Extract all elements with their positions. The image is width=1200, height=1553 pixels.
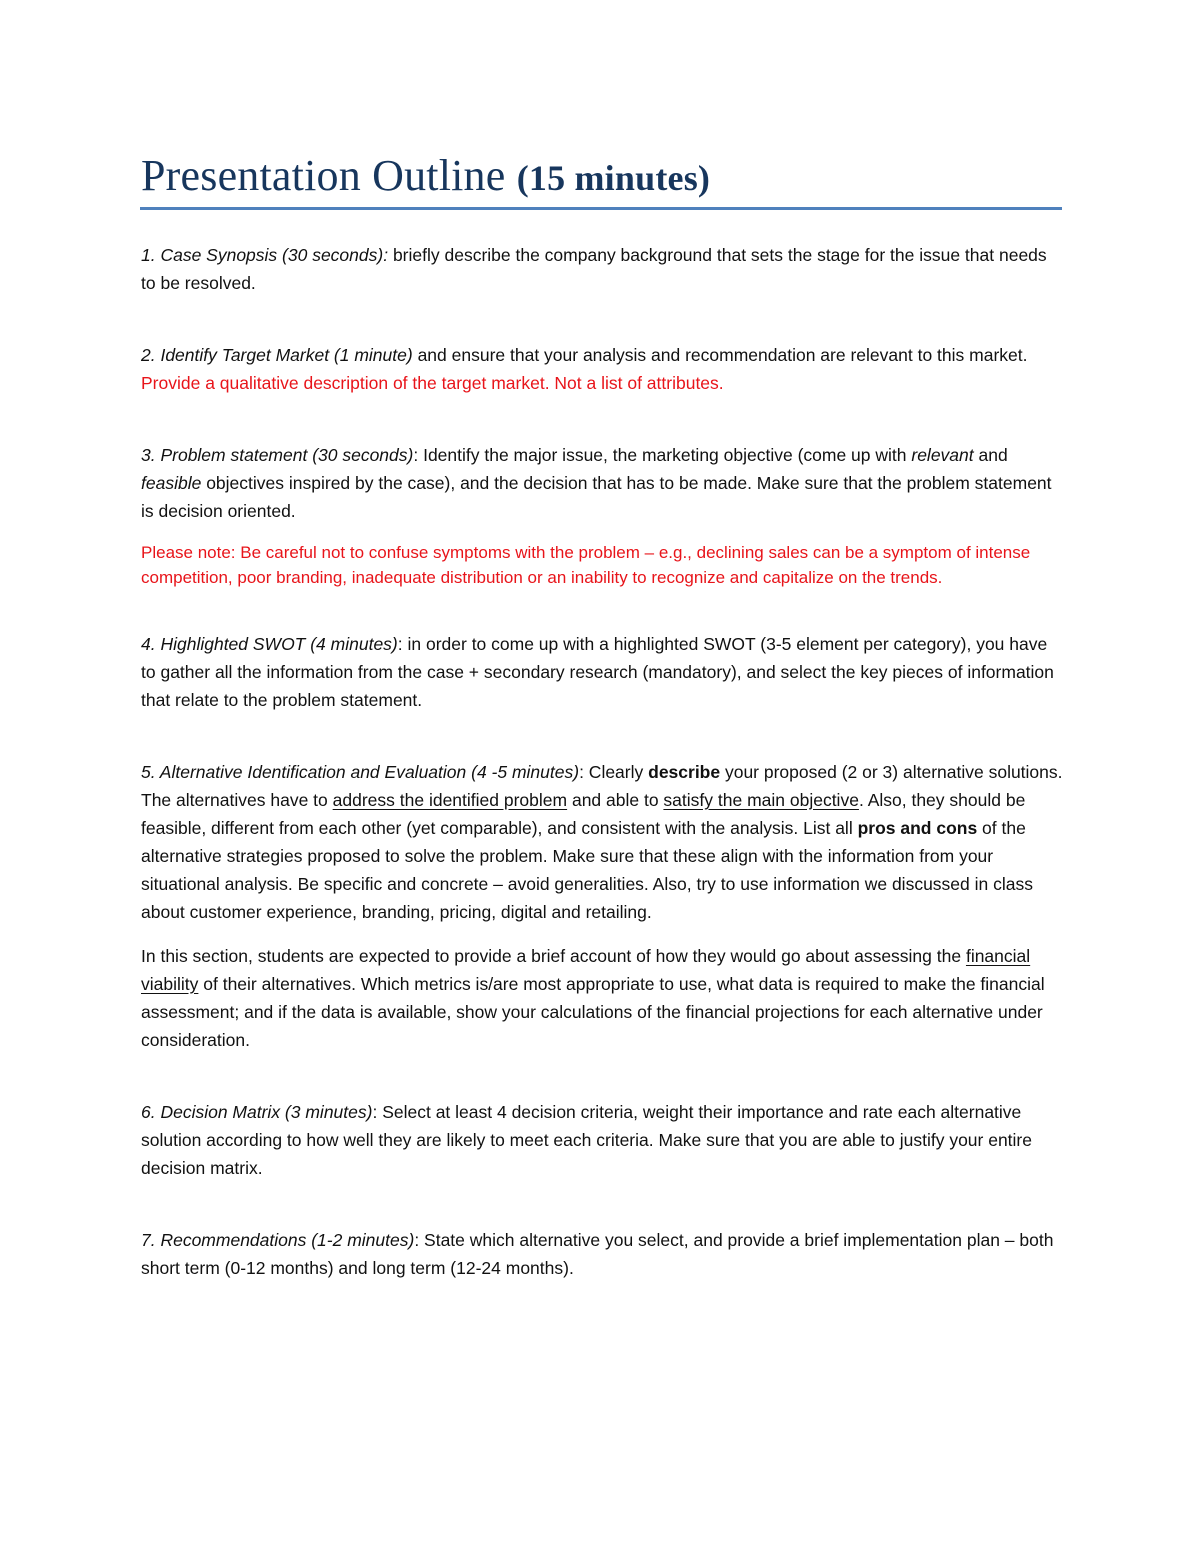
section-target-market	[141, 341, 1066, 397]
section-alternatives	[141, 758, 1066, 926]
section-text: : State which alternative you select, and provide a brief implementation plan – both short term (0-12 months) and long term (12-24 months).	[141, 1230, 1054, 1278]
section-text: : Clearly	[579, 762, 649, 782]
section-text: In this section, students are expected to provide a brief account of how they would go about assessing the	[141, 946, 966, 966]
section-label: 3. Problem statement (30 seconds)	[141, 445, 414, 465]
emphasis-describe: describe	[648, 762, 721, 782]
section-label: 1. Case Synopsis (30 seconds):	[141, 245, 389, 265]
section-label: 7. Recommendations (1-2 minutes)	[141, 1230, 415, 1250]
section-text: and	[973, 445, 1008, 465]
section-label: 4. Highlighted SWOT (4 minutes)	[141, 634, 398, 654]
section-label: 6. Decision Matrix (3 minutes)	[141, 1102, 373, 1122]
section-text: of the alternative strategies proposed to solve the problem. Make sure that these align with the information from your situational analysis. Be specific and concrete – avoid generalities. Also, try to use information we discussed in class about customer experience, branding, pricing, digital and retailing.	[141, 818, 1033, 922]
section-text: of their alternatives. Which metrics is/are most appropriate to use, what data is required to make the financial assessment; and if the data is available, show your calculations of the financial projections for each alternative under consideration.	[141, 974, 1045, 1050]
emphasis-feasible: feasible	[141, 473, 202, 493]
section-label: 2. Identify Target Market (1 minute)	[141, 345, 413, 365]
title-main: Presentation Outline	[141, 151, 506, 200]
section-case-synopsis	[141, 241, 1066, 297]
emphasis-relevant: relevant	[911, 445, 974, 465]
section-label: 5. Alternative Identification and Evaluation (4 -5 minutes)	[141, 762, 580, 782]
title-duration: (15 minutes)	[516, 158, 711, 198]
title-divider	[140, 207, 1062, 210]
section-text: . Also, they should be feasible, different from each other (yet comparable), and consistent with the analysis. List all	[141, 790, 1026, 838]
section-swot	[141, 630, 1066, 714]
section-decision-matrix	[141, 1098, 1066, 1182]
underline-financial-viability: financial viability	[141, 946, 1031, 994]
section-financial-viability	[141, 942, 1066, 1054]
section-recommendations	[141, 1226, 1066, 1282]
section-text: and able to	[567, 790, 664, 810]
outline-content	[141, 241, 1066, 1282]
underline-objective: satisfy the main objective	[663, 790, 859, 810]
section-text: your proposed (2 or 3) alternative solutions. The alternatives have to	[141, 762, 1063, 810]
underline-problem: address the identified problem	[332, 790, 568, 810]
section-problem-statement	[141, 441, 1066, 525]
section-text: : Select at least 4 decision criteria, weight their importance and rate each alternative solution according to how well they are likely to meet each criteria. Make sure that you are able to justify your entire decision matrix.	[141, 1102, 1032, 1178]
please-note: Please note: Be careful not to confuse symptoms with the problem – e.g., declining sales can be a symptom of intense competition, poor branding, inadequate distribution or an inability to recognize and capitalize on the trends.	[141, 543, 1031, 587]
section-text: : Identify the major issue, the marketing objective (come up with	[413, 445, 912, 465]
section-text: briefly describe the company background that sets the stage for the issue that needs to be resolved.	[141, 245, 1047, 293]
target-market-instruction: Provide a qualitative description of the target market. Not a list of attributes.	[141, 373, 724, 393]
section-text: objectives inspired by the case), and the decision that has to be made. Make sure that the problem statement is decision oriented.	[141, 473, 1052, 521]
emphasis-pros-cons: pros and cons	[857, 818, 978, 838]
section-text: and ensure that your analysis and recommendation are relevant to this market.	[412, 345, 1028, 365]
section-text: : in order to come up with a highlighted SWOT (3-5 element per category), you have to gather all the information from the case + secondary research (mandatory), and select the key pieces of information that relate to the problem statement.	[141, 634, 1054, 710]
page-title	[141, 150, 710, 201]
